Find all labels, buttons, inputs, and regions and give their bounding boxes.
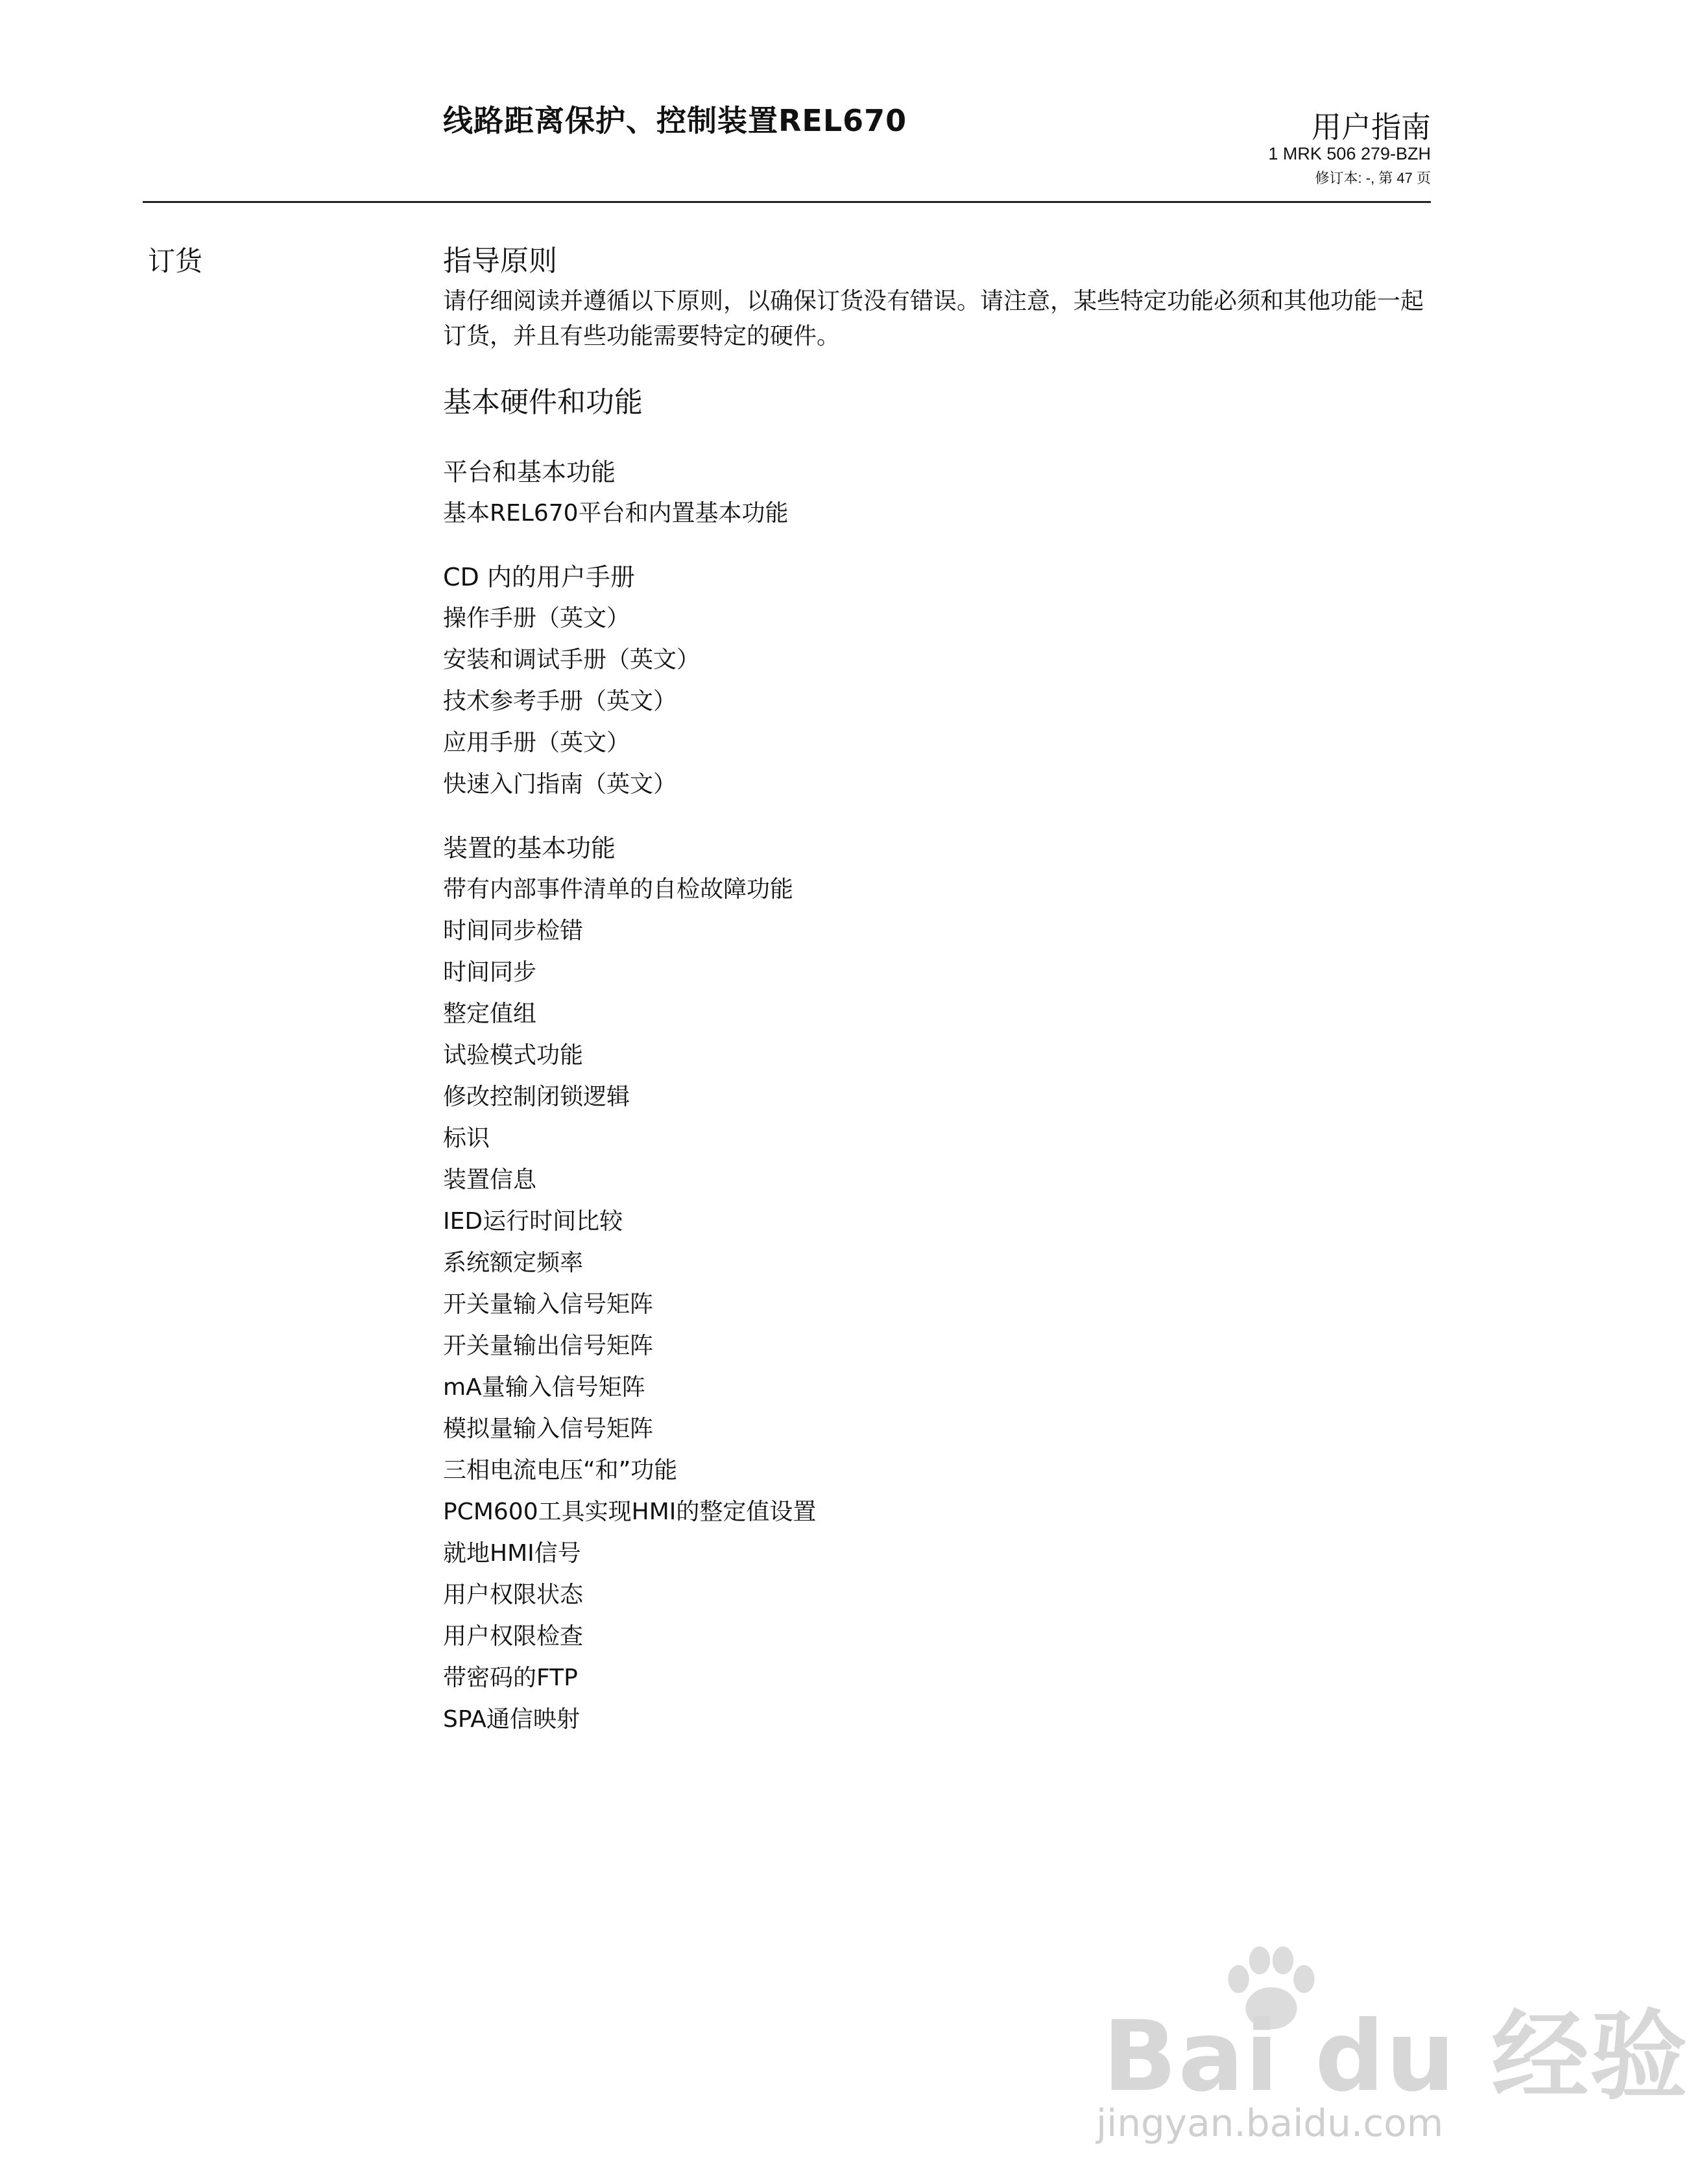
document-title: 线路距离保护、控制装置REL670: [443, 103, 907, 138]
list-item: 装置信息: [443, 1167, 537, 1193]
basic-hardware-heading: 基本硬件和功能: [443, 386, 643, 419]
main-content: [443, 237, 1435, 1740]
list-item: 快速入门指南（英文）: [443, 771, 677, 798]
watermark-logo: Bai du 经验: [1103, 2000, 1689, 2113]
group-platform: [443, 451, 1435, 534]
list-item: SPA通信映射: [443, 1706, 580, 1733]
group-title: CD 内的用户手册: [443, 563, 635, 591]
list-item: 时间同步: [443, 959, 537, 986]
guidelines-heading: 指导原则: [443, 244, 557, 278]
watermark-url: jingyan.baidu.com: [1096, 2101, 1444, 2145]
list-item: 系统额定频率: [443, 1250, 584, 1276]
list-item: IED运行时间比较: [443, 1208, 623, 1235]
list-item: 用户权限检查: [443, 1623, 584, 1650]
revision-page-info: 修订本: -, 第 47 页: [1315, 170, 1431, 186]
document-number: 1 MRK 506 279-BZH: [1268, 144, 1431, 163]
list-item: 标识: [443, 1125, 490, 1152]
list-item: PCM600工具实现HMI的整定值设置: [443, 1499, 817, 1525]
guidelines-text: 请仔细阅读并遵循以下原则，以确保订货没有错误。请注意，某些特定功能必须和其他功能一起订货，并且有些功能需要特定的硬件。: [443, 288, 1424, 350]
guide-title: 用户指南: [1312, 110, 1431, 145]
list-item: 三相电流电压“和”功能: [443, 1457, 678, 1484]
group-device-functions: [443, 827, 1435, 1740]
list-item: 修改控制闭锁逻辑: [443, 1084, 630, 1110]
list-item: 带密码的FTP: [443, 1665, 578, 1691]
header-divider: [143, 201, 1431, 203]
list-item: 开关量输出信号矩阵: [443, 1333, 654, 1359]
list-item: 模拟量输入信号矩阵: [443, 1416, 654, 1442]
group-cd-manuals: [443, 556, 1435, 805]
list-item: 开关量输入信号矩阵: [443, 1291, 654, 1318]
list-item: 应用手册（英文）: [443, 730, 630, 756]
list-item: 操作手册（英文）: [443, 605, 630, 632]
list-item: 整定值组: [443, 1001, 537, 1027]
group-title: 装置的基本功能: [443, 834, 616, 862]
group-title: 平台和基本功能: [443, 458, 616, 486]
list-item: 时间同步检错: [443, 918, 584, 944]
list-item: 试验模式功能: [443, 1042, 584, 1069]
list-item: 用户权限状态: [443, 1582, 584, 1608]
list-item: 安装和调试手册（英文）: [443, 647, 701, 673]
section-label: 订货: [148, 245, 203, 277]
list-item: 技术参考手册（英文）: [443, 688, 677, 715]
list-item: 基本REL670平台和内置基本功能: [443, 500, 789, 527]
list-item: 就地HMI信号: [443, 1540, 581, 1567]
list-item: 带有内部事件清单的自检故障功能: [443, 876, 794, 903]
list-item: mA量输入信号矩阵: [443, 1374, 645, 1401]
